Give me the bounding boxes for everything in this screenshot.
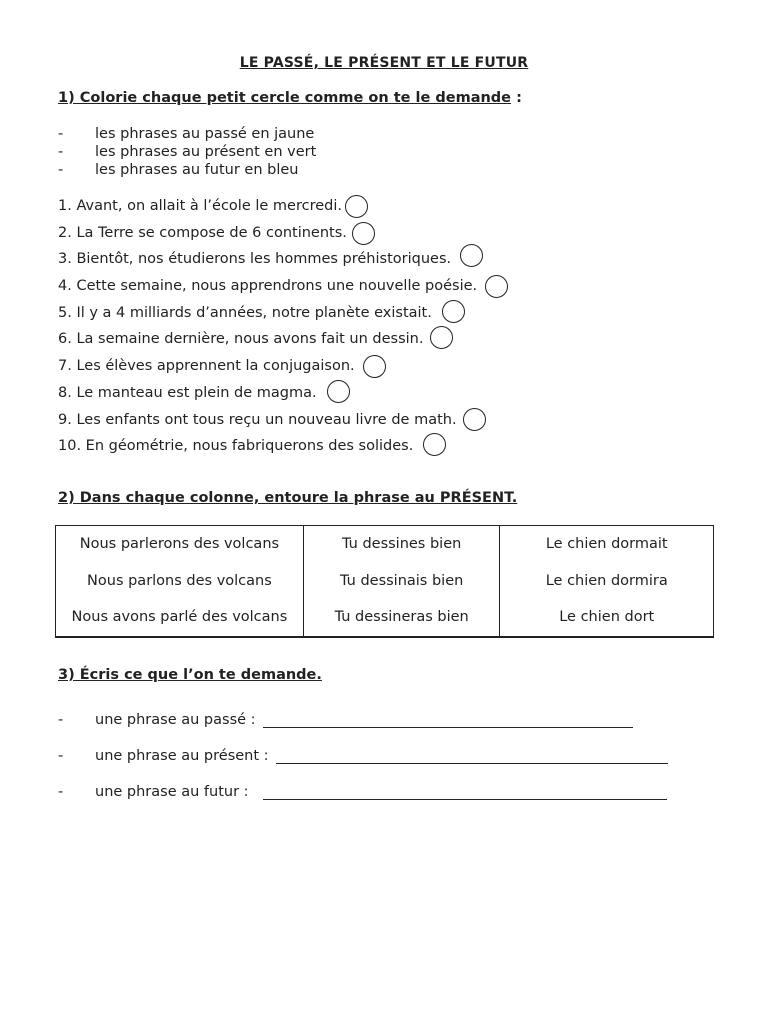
color-instructions [58,125,316,179]
sentence-list [58,193,508,460]
section3-heading [58,667,322,683]
color-circle[interactable] [423,433,446,456]
write-past-row [58,711,633,728]
sentence-item [58,220,508,247]
color-circle[interactable] [327,380,350,403]
sentence-text: 3. Bientôt, nos étudierons les hommes préhistoriques. [58,251,452,268]
color-circle[interactable] [345,195,368,218]
instruction-future-text: les phrases au futur en bleu [95,162,299,178]
table-row [56,563,714,600]
bullet-dash: - [58,712,64,728]
sentence-text: 10. En géométrie, nous fabriquerons des solides. [58,438,414,455]
section1-heading-colon: : [511,90,522,106]
write-future-row [58,783,667,800]
table-cell[interactable]: Le chien dort [500,599,714,637]
color-circle[interactable] [430,326,453,349]
section3-heading-text: 3) Écris ce que l’on te demande. [58,667,322,683]
sentence-text: 8. Le manteau est plein de magma. [58,384,317,401]
table-cell[interactable]: Tu dessinais bien [303,563,500,600]
write-future-label: une phrase au futur : [95,784,249,800]
sentence-item [58,407,508,434]
sentence-text: 9. Les enfants ont tous reçu un nouveau livre de math. [58,411,457,428]
table-row [56,526,714,563]
write-past-answer-line[interactable] [263,711,633,728]
sentence-text: 7. Les élèves apprennent la conjugaison. [58,358,355,375]
table-cell[interactable]: Nous parlons des volcans [56,563,304,600]
sentence-item [58,300,508,327]
instruction-past [58,125,316,143]
sentence-item [58,433,508,460]
table-cell[interactable]: Nous avons parlé des volcans [56,599,304,637]
instruction-present-text: les phrases au présent en vert [95,144,317,160]
table-cell[interactable]: Nous parlerons des volcans [56,526,304,563]
table-cell[interactable]: Le chien dormait [500,526,714,563]
bullet-dash: - [58,144,64,160]
write-present-answer-line[interactable] [276,747,668,764]
page-title: LE PASSÉ, LE PRÉSENT ET LE FUTUR [239,55,529,71]
sentence-text: 2. La Terre se compose de 6 continents. [58,224,347,241]
table-cell[interactable]: Le chien dormira [500,563,714,600]
write-future-answer-line[interactable] [263,783,667,800]
instruction-present [58,143,316,161]
section1-heading-text: 1) Colorie chaque petit cercle comme on te le demande [58,90,512,106]
color-circle[interactable] [463,408,486,431]
sentence-item [58,353,508,380]
table-row [56,599,714,637]
write-past-label: une phrase au passé : [95,712,256,728]
section2-heading [58,490,517,506]
sentence-text: 1. Avant, on allait à l’école le mercredi. [58,198,342,214]
sentence-item [58,380,508,407]
tense-table [55,525,714,638]
sentence-item [58,193,508,220]
bullet-dash: - [58,162,64,178]
instruction-future [58,161,316,179]
sentence-text: 6. La semaine dernière, nous avons fait un dessin. [58,331,424,348]
write-present-label: une phrase au présent : [95,748,269,764]
instruction-past-text: les phrases au passé en jaune [95,126,315,142]
bullet-dash: - [58,784,64,800]
table-cell[interactable]: Tu dessineras bien [303,599,500,637]
table-cell[interactable]: Tu dessines bien [303,526,500,563]
color-circle[interactable] [442,300,465,323]
sentence-text: 5. Il y a 4 milliards d’années, notre planète existait. [58,304,432,321]
sentence-text: 4. Cette semaine, nous apprendrons une nouvelle poésie. [58,278,478,295]
color-circle[interactable] [485,275,508,298]
color-circle[interactable] [460,244,483,267]
color-circle[interactable] [352,222,375,245]
section2-heading-text: 2) Dans chaque colonne, entoure la phrase au PRÉSENT. [58,490,518,506]
sentence-item [58,246,508,273]
section1-heading [58,90,522,106]
sentence-item [58,273,508,300]
bullet-dash: - [58,748,64,764]
sentence-item [58,326,508,353]
write-present-row [58,747,668,764]
color-circle[interactable] [363,355,386,378]
bullet-dash: - [58,126,64,142]
